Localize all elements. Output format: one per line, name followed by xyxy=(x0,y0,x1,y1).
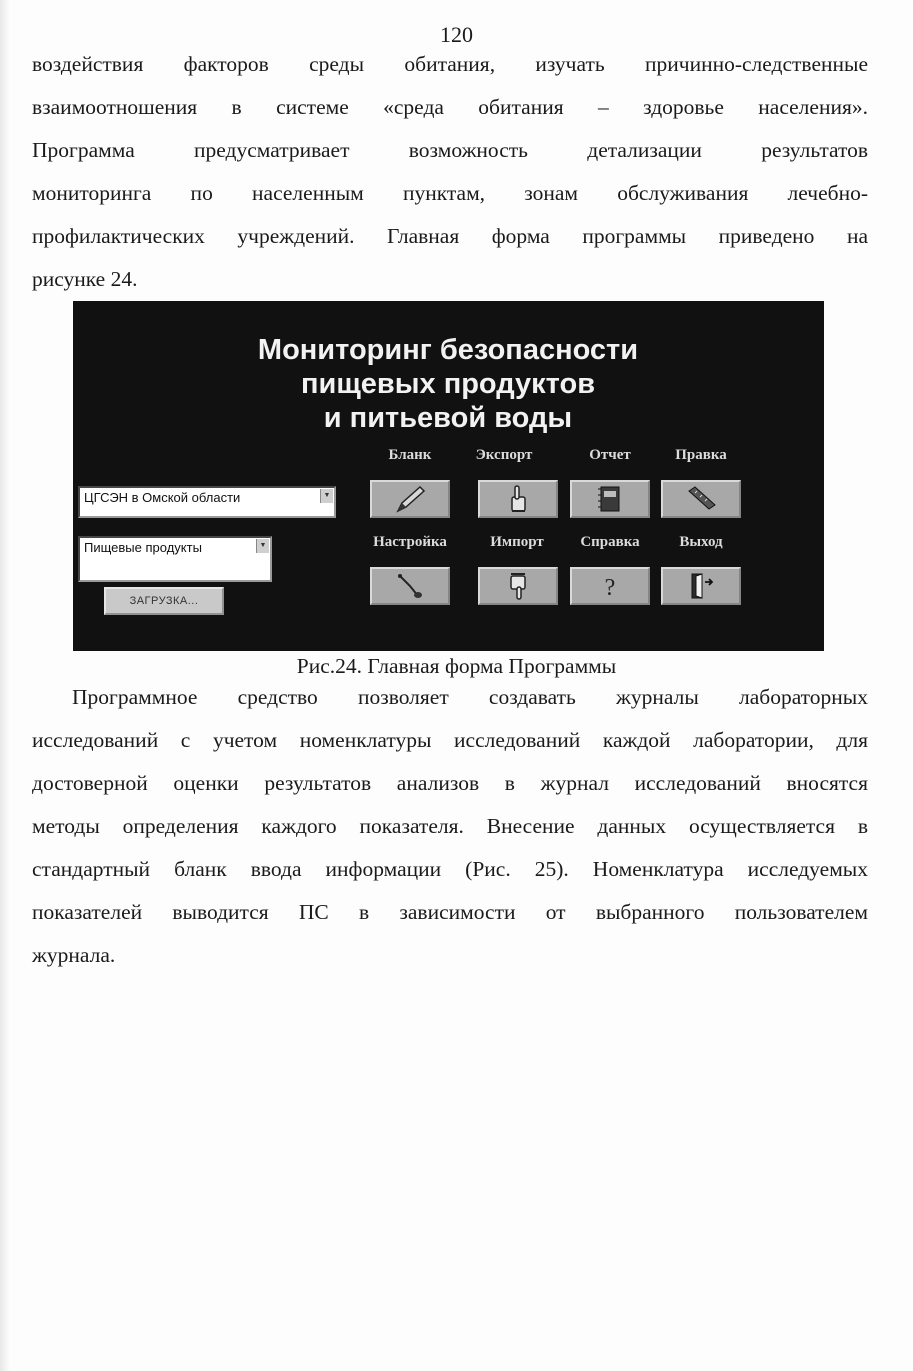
text-line: воздействия факторов среды обитания, изучать причинно-следственные xyxy=(32,52,868,76)
ruler-icon xyxy=(681,483,721,515)
text-line: взаимоотношения в системе «среда обитания – здоровье населения». xyxy=(32,95,868,119)
blank-label: Бланк xyxy=(388,447,432,463)
help-button[interactable] xyxy=(570,567,650,605)
app-title xyxy=(133,333,763,435)
blank-button[interactable] xyxy=(370,480,450,518)
organization-select[interactable] xyxy=(78,486,336,518)
import-label: Импорт xyxy=(490,534,544,550)
export-button[interactable] xyxy=(478,480,558,518)
figure-main-form xyxy=(73,301,824,651)
text-line: Программное средство позволяет создавать журналы лабораторных xyxy=(72,685,868,709)
organization-select-value: ЦГСЭН в Омской области xyxy=(84,490,241,505)
figure-caption: Рис.24. Главная форма Программы xyxy=(296,654,617,678)
exit-door-icon xyxy=(684,570,718,602)
export-label: Экспорт xyxy=(475,447,533,463)
product-type-select-value: Пищевые продукты xyxy=(84,540,202,555)
text-line: методы определения каждого показателя. Внесение данных осуществляется в xyxy=(32,814,868,838)
paragraph-description xyxy=(32,676,868,977)
product-type-select[interactable] xyxy=(78,536,272,582)
text-line: профилактических учреждений. Главная форма программы приведено на xyxy=(32,224,868,248)
load-button[interactable]: ЗАГРУЗКА... xyxy=(104,587,224,615)
text-line: достоверной оценки результатов анализов в журнал исследований вносятся xyxy=(32,771,868,795)
report-button[interactable] xyxy=(570,480,650,518)
text-line: исследований с учетом номенклатуры исследований каждой лаборатории, для xyxy=(32,728,868,752)
import-button[interactable] xyxy=(478,567,558,605)
chevron-down-icon[interactable]: ▼ xyxy=(256,539,269,553)
text-line: Программа предусматривает возможность детализации результатов xyxy=(32,138,868,162)
app-title-line: пищевых продуктов xyxy=(300,368,596,400)
scan-edge-shadow xyxy=(0,0,10,1371)
edit-label: Правка xyxy=(675,447,727,463)
help-label: Справка xyxy=(580,534,640,550)
exit-button[interactable] xyxy=(661,567,741,605)
page-number: 120 xyxy=(440,22,473,47)
settings-button[interactable] xyxy=(370,567,450,605)
text-line: стандартный бланк ввода информации (Рис. 25). Номенклатура исследуемых xyxy=(32,857,868,881)
app-title-line: и питьевой воды xyxy=(323,402,573,434)
text-line: мониторинга по населенным пунктам, зонам обслуживания лечебно- xyxy=(32,181,868,205)
question-icon xyxy=(595,570,625,602)
svg-text:?: ? xyxy=(604,575,616,601)
report-label: Отчет xyxy=(589,447,631,463)
edit-button[interactable] xyxy=(661,480,741,518)
pencil-icon xyxy=(390,483,430,515)
settings-label: Настройка xyxy=(373,534,447,550)
paragraph-intro xyxy=(32,43,868,301)
text-line: журнала. xyxy=(32,943,116,967)
notebook-icon xyxy=(595,483,625,515)
text-line: рисунке 24. xyxy=(32,267,138,291)
pointing-hand-up-icon xyxy=(502,483,534,515)
exit-label: Выход xyxy=(679,534,723,550)
pointing-hand-down-icon xyxy=(502,570,534,602)
chevron-down-icon[interactable]: ▼ xyxy=(320,489,333,503)
pen-tool-icon xyxy=(390,570,430,602)
app-title-line: Мониторинг безопасности xyxy=(257,334,639,366)
text-line: показателей выводится ПС в зависимости от выбранного пользователем xyxy=(32,900,868,924)
